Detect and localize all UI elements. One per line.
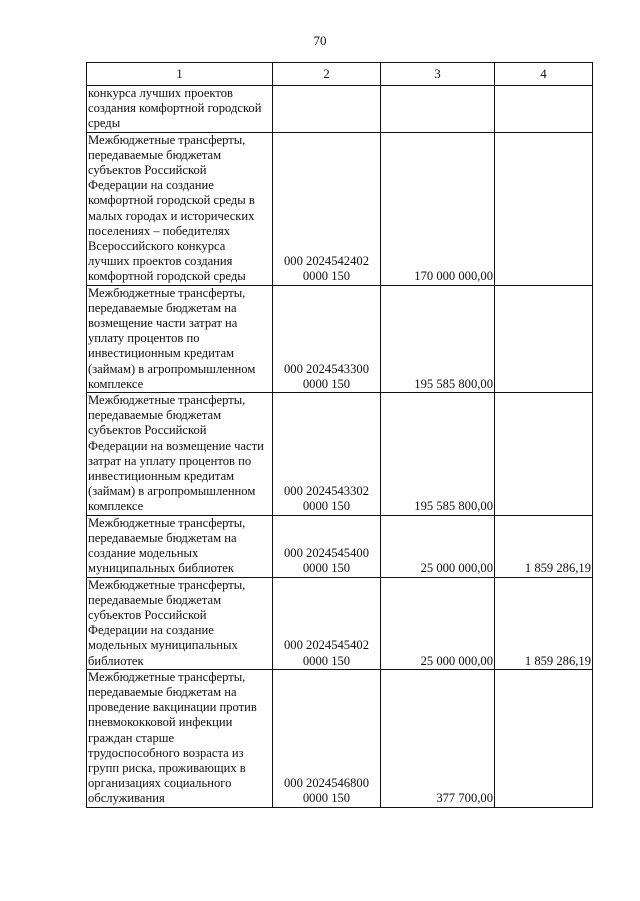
row-code: 000 2024542402 0000 150: [283, 254, 369, 284]
row-amount-3: 25 000 000,00: [420, 653, 493, 668]
row-name: Межбюджетные трансферты, передаваемые бюджетам субъектов Российской Федерации на создание комфортной городской среды в малых городах и исторических поселениях – победителях Всероссийского конкурса лучших проектов создания комфортной городской среды: [88, 132, 255, 284]
table-row: [87, 669, 593, 807]
table-row: [87, 132, 593, 285]
table-row: [87, 577, 593, 669]
row-name: Межбюджетные трансферты, передаваемые бюджетам на создание модельных муниципальных библиотек: [88, 515, 246, 576]
row-name: Межбюджетные трансферты, передаваемые бюджетам субъектов Российской Федерации на создание модельных муниципальных библиотек: [88, 577, 246, 668]
column-header-1: 1: [87, 63, 273, 86]
page-number: 70: [313, 33, 327, 48]
row-name: конкурса лучших проектов создания комфортной городской среды: [88, 86, 262, 131]
row-code: 000 2024543302 0000 150: [283, 484, 369, 514]
column-header-3: 3: [381, 63, 495, 86]
row-name: Межбюджетные трансферты, передаваемые бюджетам на проведение вакцинации против пневмококковой инфекции граждан старше трудоспособного возраста из групп риска, проживающих в организациях социального обслуживания: [88, 669, 257, 806]
row-code: 000 2024545400 0000 150: [283, 546, 369, 576]
row-code: 000 2024545402 0000 150: [283, 638, 369, 668]
table-row: [87, 285, 593, 392]
row-amount-4: 1 859 286,19: [524, 653, 591, 668]
table-row: [87, 515, 593, 577]
budget-table: [86, 62, 593, 808]
row-amount-3: 25 000 000,00: [420, 561, 493, 576]
table-header-row: [87, 63, 593, 86]
column-header-2: 2: [273, 63, 381, 86]
row-amount-4: 1 859 286,19: [524, 561, 591, 576]
row-name: Межбюджетные трансферты, передаваемые бюджетам на возмещение части затрат на уплату процентов по инвестиционным кредитам (займам) в агропромышленном комплексе: [88, 285, 256, 391]
row-code: 000 2024543300 0000 150: [283, 361, 369, 391]
column-header-4: 4: [495, 63, 593, 86]
table-row: [87, 86, 593, 133]
row-amount-3: 195 585 800,00: [414, 376, 493, 391]
row-code: 000 2024546800 0000 150: [283, 776, 369, 806]
row-amount-3: 377 700,00: [436, 791, 493, 806]
row-name: Межбюджетные трансферты, передаваемые бюджетам субъектов Российской Федерации на возмещение части затрат на уплату процентов по инвестиционным кредитам (займам) в агропромышленном комплексе: [88, 393, 264, 514]
table-row: [87, 393, 593, 516]
row-amount-3: 170 000 000,00: [414, 269, 493, 284]
row-amount-3: 195 585 800,00: [414, 499, 493, 514]
